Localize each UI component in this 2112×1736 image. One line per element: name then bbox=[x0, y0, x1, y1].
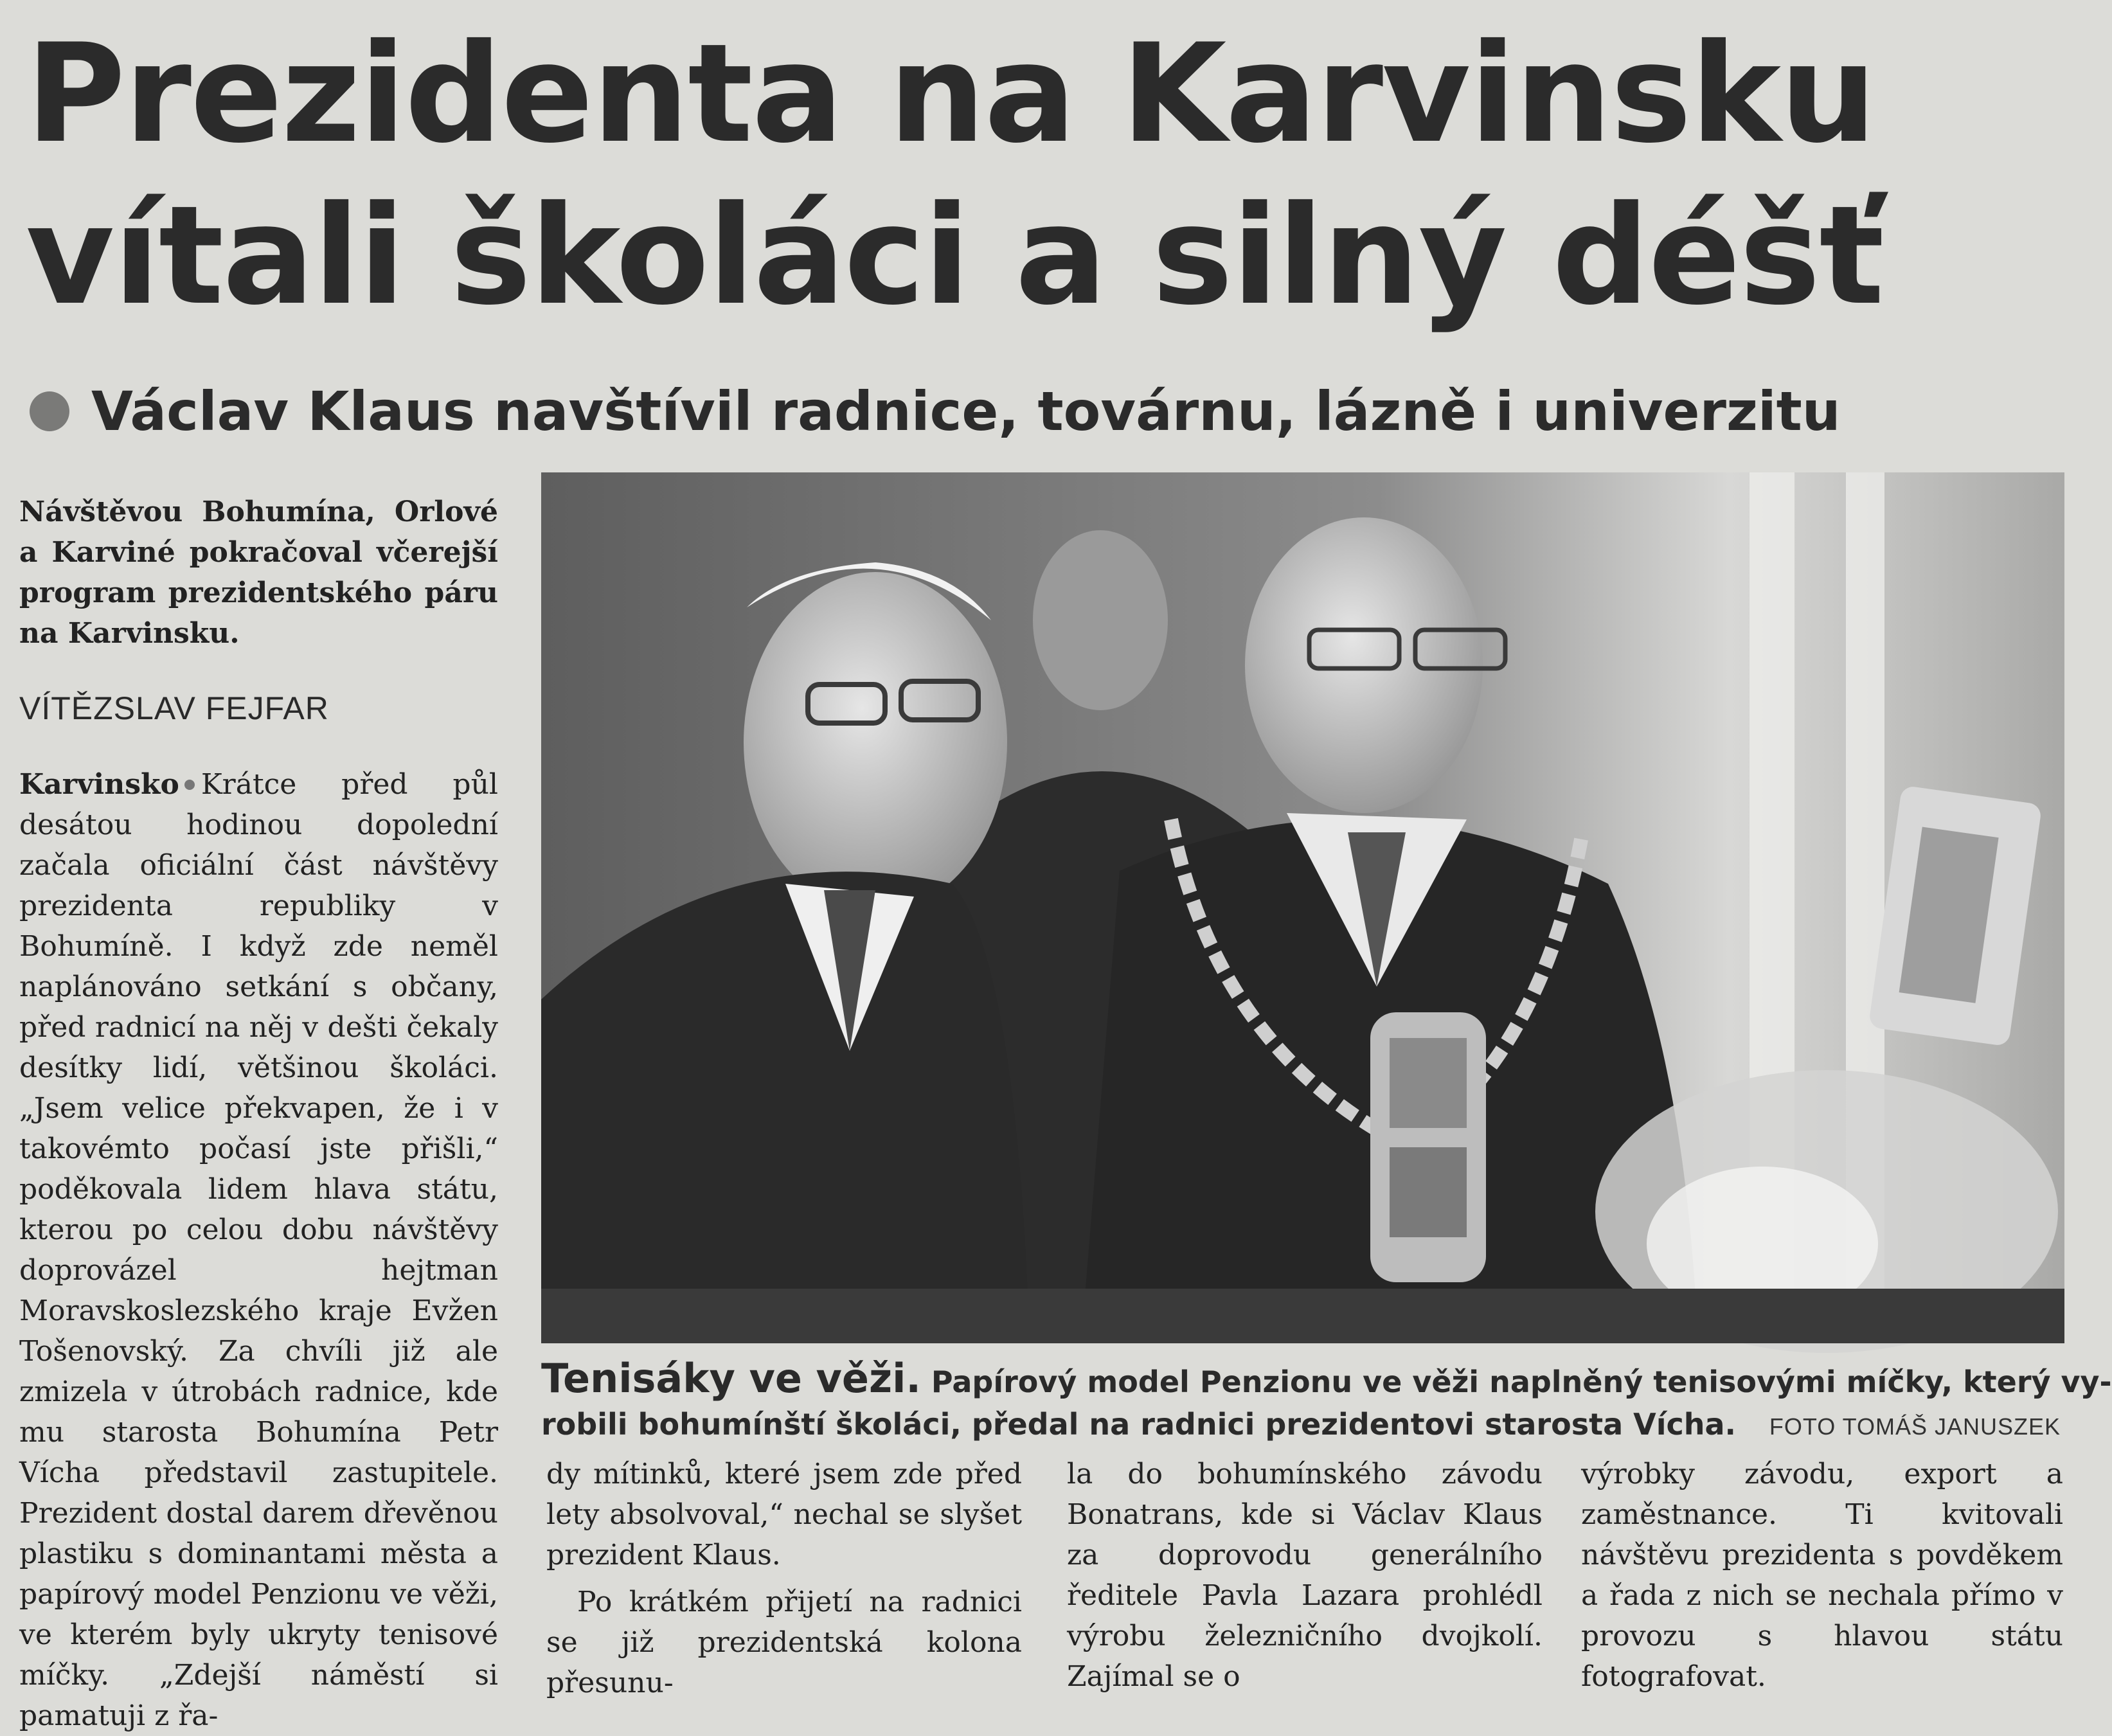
body-col2-p1: dy mítinků, které jsem zde před lety absolvoval,“ nechal se slyšet prezident Klaus. bbox=[546, 1458, 1022, 1571]
author-byline: VÍTĚZSLAV FEJFAR bbox=[19, 690, 329, 726]
caption-line-1 bbox=[541, 1355, 2112, 1403]
photo-caption bbox=[541, 1355, 2112, 1445]
caption-title: Tenisáky ve věži. bbox=[541, 1355, 921, 1402]
dateline-dot-icon bbox=[184, 780, 195, 790]
body-col3-text: la do bohumínského závodu Bonatrans, kde si Václav Klaus za doprovodu generálního ředitele Pavla Lazara prohlédl výrobu železničního dvojkolí. Zajímal se o bbox=[1067, 1458, 1543, 1693]
body-col2-p2: Po krátkém přijetí na radnici se již prezidentská kolona přesunu- bbox=[546, 1586, 1022, 1699]
headline-line-2: vítali školáci a silný déšť bbox=[26, 176, 1883, 335]
headline bbox=[26, 13, 2070, 337]
body-column-3 bbox=[1067, 1454, 1543, 1693]
lead-paragraph: Návštěvou Bohumína, Orlové a Karviné pokračoval včerejší program prezidentského páru na Karvinsku. bbox=[19, 496, 498, 650]
caption-text-2: robili bohumínští školáci, předal na radnici prezidentovi starosta Vícha. bbox=[541, 1407, 1737, 1442]
caption-line-2 bbox=[541, 1403, 2064, 1445]
bullet-dot-icon bbox=[30, 391, 69, 431]
body-column-2 bbox=[546, 1454, 1022, 1699]
body-paragraph bbox=[19, 764, 498, 1736]
body-text-left: Krátce před půl desátou hodinou dopolední začala oficiální část návštěvy prezidenta republiky v Bohumíně. I když zde neměl naplánováno setkání s občany, před radnicí na něj v dešti čekaly desítky lidí, většinou školáci. „Jsem velice překvapen, že i v takovémto počasí jste přišli,“ poděkovala lidem hlava státu, kterou po celou dobu návštěvy doprovázel hejtman Moravskoslezského kraje Evžen Tošenovský. Za chvíli již ale zmizela v útrobách radnice, kde mu starosta Bohumína Petr Vícha představil zastupitele. Prezident dostal darem dřevěnou plastiku s dominantami města a papírový model Penzionu ve věži, ve kterém byly ukryty tenisové míčky. „Zdejší náměstí si pamatuji z řa- bbox=[19, 768, 498, 1732]
photo-illustration bbox=[541, 472, 2064, 1343]
left-column bbox=[19, 492, 498, 1736]
body-col4-text: výrobky závodu, export a zaměstnance. Ti kvitovali návštěvu prezidenta s povděkem a řada z nich se nechala přímo v provozu s hlavou státu fotografovat. bbox=[1581, 1458, 2063, 1693]
headline-line-1: Prezidenta na Karvinsku bbox=[26, 14, 1876, 173]
dateline: Karvinsko bbox=[19, 768, 179, 801]
news-photo bbox=[541, 472, 2064, 1343]
body-column-4 bbox=[1581, 1454, 2063, 1693]
caption-text-1: Papírový model Penzionu ve věži naplněný tenisovými míčky, který vy- bbox=[931, 1365, 2112, 1399]
subheadline bbox=[26, 373, 2070, 450]
subheadline-text: Václav Klaus navštívil radnice, továrnu, lázně i univerzitu bbox=[91, 380, 1841, 443]
photo-credit: FOTO TOMÁŠ JANUSZEK bbox=[1769, 1413, 2061, 1440]
